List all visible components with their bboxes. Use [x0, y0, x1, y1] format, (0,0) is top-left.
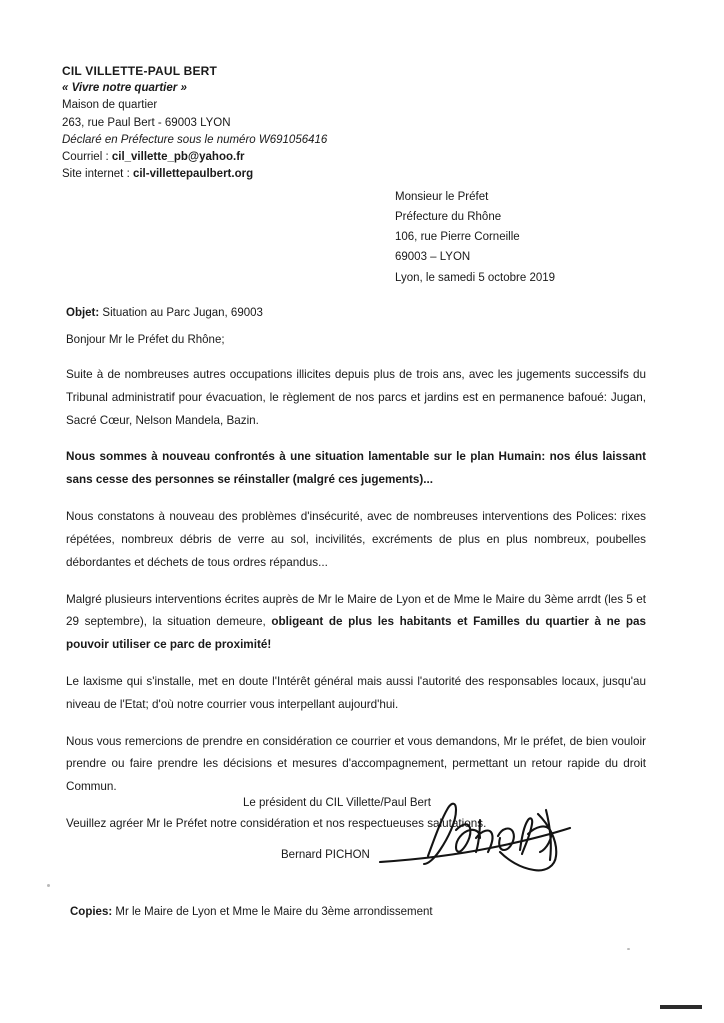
- paragraph: [66, 589, 646, 657]
- email-value: cil_villette_pb@yahoo.fr: [111, 151, 245, 163]
- paragraph: Nous sommes à nouveau confrontés à une situation lamentable sur le plan Humain: nos élus laissant sans cesse des personnes se réinstaller (malgré ces jugements)...: [66, 450, 646, 487]
- signature-name: Bernard PICHON: [281, 849, 370, 861]
- recipient-line-1: Monsieur le Préfet: [395, 191, 489, 203]
- recipient-block: [395, 187, 695, 268]
- subject-label: Objet:: [66, 307, 100, 319]
- email-label: Courriel :: [62, 151, 112, 163]
- recipient-line-2: Préfecture du Rhône: [395, 211, 502, 224]
- copies-line: [70, 906, 433, 918]
- paragraph: Nous constatons à nouveau des problèmes d'insécurité, avec de nombreuses interventions des Polices: rixes répétées, nombreux débris de verre au sol, incivilités, excréments de plus en plus nombreux, poubelles débordantes et déchets de tous ordres répandus...: [66, 510, 646, 569]
- prefecture-declaration: Déclaré en Préfecture sous le numéro W691056416: [62, 133, 328, 146]
- website-label: Site internet :: [62, 168, 133, 181]
- letterhead-block: [62, 62, 482, 184]
- recipient-line-4: 69003 – LYON: [395, 251, 471, 264]
- paragraph: Le laxisme qui s'installe, met en doute l'Intérêt général mais aussi l'autorité des responsables locaux, jusqu'au niveau de l'Etat; d'où notre courrier vous interpellant aujourd'hui.: [66, 674, 646, 711]
- handwritten-signature: [370, 790, 580, 890]
- salutation-line: Bonjour Mr le Préfet du Rhône;: [66, 334, 225, 346]
- address-line-1: Maison de quartier: [62, 99, 158, 112]
- scan-edge-mark: [660, 1005, 702, 1009]
- date-line: Lyon, le samedi 5 octobre 2019: [395, 272, 556, 284]
- organization-name: CIL VILLETTE-PAUL BERT: [62, 64, 218, 78]
- paragraph-emphasis: obligeant de plus les habitants et Familles du quartier à ne pas pouvoir utiliser ce parc de proximité!: [66, 615, 646, 652]
- copies-label: Copies:: [70, 906, 113, 918]
- website-value: cil-villettepaulbert.org: [132, 168, 254, 181]
- scan-speck: [627, 948, 630, 950]
- subject-text: Situation au Parc Jugan, 69003: [99, 307, 263, 319]
- scan-speck: [47, 884, 50, 887]
- paragraph-text: Malgré plusieurs interventions écrites auprès de Mr le Maire de Lyon et de Mme le Maire du 3ème arrdt (les 5 et 29 septembre), la situation demeure,: [66, 592, 646, 629]
- subject-line: [66, 307, 263, 319]
- paragraph: Suite à de nombreuses autres occupations illicites depuis plus de trois ans, avec les jugements successifs du Tribunal administratif pour évacuation, le règlement de nos parcs et jardins est en permanence bafoué: Jugan, Sacré Cœur, Nelson Mandela, Bazin.: [66, 368, 646, 427]
- paragraph: Nous vous remercions de prendre en considération ce courrier et vous demandons, Mr le préfet, de bien vouloir prendre ou faire prendre les décisions et mesures d'accompagnement, permettant un retour rapide du droit Commun.: [66, 734, 646, 794]
- copies-text: Mr le Maire de Lyon et Mme le Maire du 3ème arrondissement: [112, 906, 433, 918]
- email-line: [62, 149, 482, 166]
- organization-motto: « Vivre notre quartier »: [62, 82, 187, 94]
- website-line: [62, 166, 482, 183]
- letter-body: [66, 364, 646, 850]
- paragraph: Veuillez agréer Mr le Préfet notre considération et nos respectueuses salutations.: [66, 817, 487, 830]
- signature-title: Le président du CIL Villette/Paul Bert: [243, 797, 431, 809]
- recipient-line-3: 106, rue Pierre Corneille: [395, 231, 520, 244]
- address-line-2: 263, rue Paul Bert - 69003 LYON: [62, 116, 231, 129]
